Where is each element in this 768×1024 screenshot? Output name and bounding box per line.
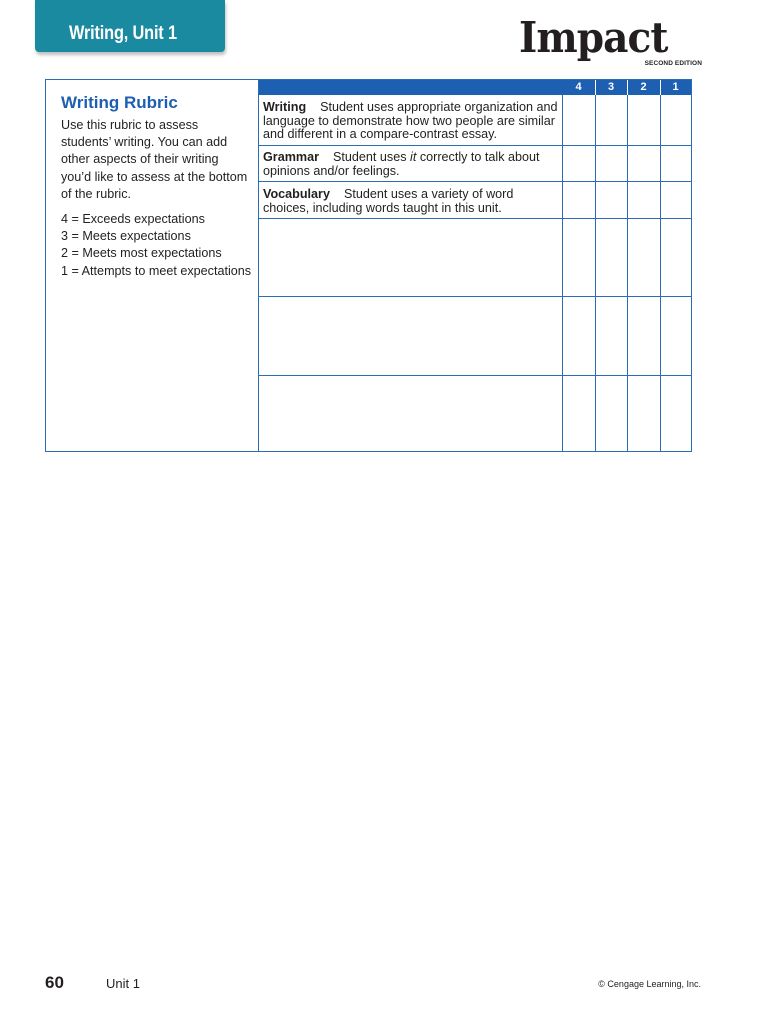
- column-divider: [562, 95, 563, 451]
- header-divider: [595, 80, 596, 95]
- writing-rubric-table: [45, 79, 692, 452]
- criterion-name: Grammar: [263, 150, 320, 164]
- criterion-text: correctly to talk about opinions and/or feelings.: [263, 150, 540, 178]
- criterion-vocabulary: [263, 188, 563, 215]
- scale-item: 3 = Meets expectations: [61, 229, 191, 244]
- column-divider: [595, 95, 596, 451]
- column-divider: [627, 95, 628, 451]
- rubric-scale: [61, 211, 256, 280]
- unit-tab: [35, 0, 225, 52]
- criterion-grammar: [263, 151, 563, 178]
- criterion-name: Writing: [263, 100, 307, 114]
- row-divider: [259, 375, 691, 376]
- criterion-text: Student uses appropriate organization and language to demonstrate how two people are similar and different in a compare-contrast essay.: [263, 100, 558, 142]
- unit-tab-label: Writing, Unit 1: [69, 23, 177, 44]
- logo-subtitle: SECOND EDITION: [644, 60, 702, 67]
- score-column-4: 4: [575, 81, 582, 93]
- row-divider: [259, 296, 691, 297]
- column-divider: [660, 95, 661, 451]
- criterion-writing: [263, 101, 563, 142]
- footer-unit: Unit 1: [106, 976, 140, 991]
- rubric-intro: Use this rubric to assess students’ writing. You can add other aspects of their writing you’d like to assess at the bottom of the rubric.: [61, 118, 248, 201]
- score-column-1: 1: [672, 81, 679, 93]
- criterion-text: Student uses a variety of word choices, including words taught in this unit.: [263, 187, 514, 215]
- scale-item: 1 = Attempts to meet expectations: [61, 263, 252, 278]
- criterion-name: Vocabulary: [263, 187, 330, 201]
- score-column-2: 2: [640, 81, 647, 93]
- criterion-text: Student uses: [333, 150, 411, 164]
- row-divider: [259, 218, 691, 219]
- row-divider: [259, 181, 691, 182]
- scale-item: 2 = Meets most expectations: [61, 246, 222, 261]
- header-divider: [627, 80, 628, 95]
- rubric-title: Writing Rubric: [61, 93, 178, 112]
- criterion-text-italic: it: [410, 150, 417, 164]
- page-number: 60: [45, 973, 64, 992]
- row-divider: [259, 145, 691, 146]
- header-divider: [660, 80, 661, 95]
- score-column-3: 3: [607, 81, 615, 93]
- scale-item: 4 = Exceeds expectations: [61, 212, 205, 226]
- impact-logo: Impact: [519, 13, 668, 62]
- copyright: © Cengage Learning, Inc.: [598, 979, 701, 989]
- rubric-instructions-panel: [46, 80, 259, 451]
